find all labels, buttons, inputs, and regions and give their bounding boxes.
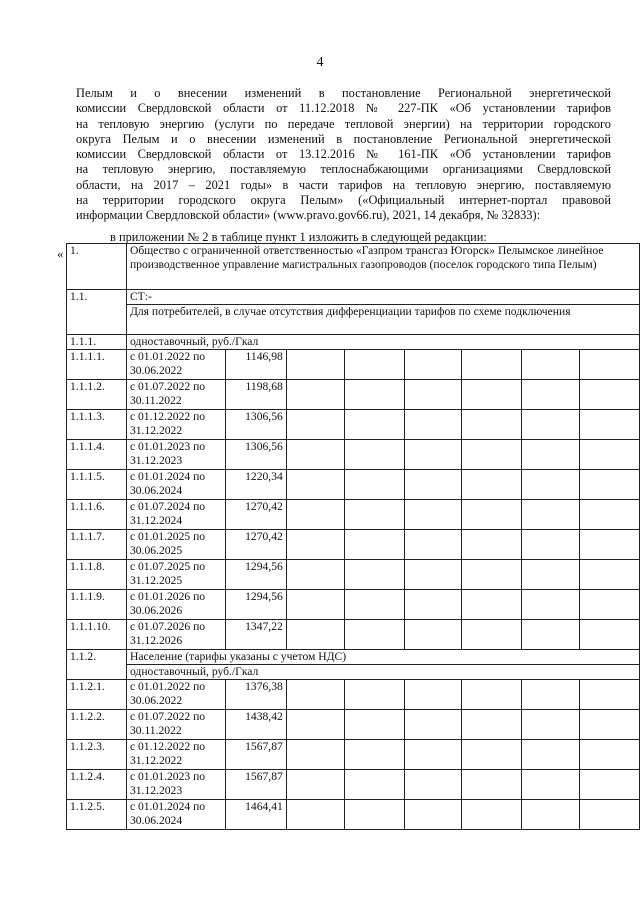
cell-period: с 01.01.2023 по 31.12.2023: [126, 770, 225, 800]
opening-quote: «: [57, 246, 64, 261]
empty-cell: [580, 500, 640, 530]
empty-cell: [404, 710, 462, 740]
empty-cell: [462, 710, 522, 740]
empty-cell: [580, 620, 640, 650]
cell-number: 1.1.1.: [67, 335, 127, 350]
empty-cell: [580, 740, 640, 770]
intro-line: округа Пелым и о внесении изменений в постановление Региональной энергетической: [76, 131, 611, 146]
empty-cell: [462, 590, 522, 620]
cell-period: с 01.07.2022 по 30.11.2022: [126, 380, 225, 410]
cell-number: 1.1.2.4.: [67, 770, 127, 800]
empty-cell: [344, 740, 404, 770]
intro-paragraph: [76, 86, 611, 224]
table-row: [67, 440, 640, 470]
cell-number: 1.1.1.9.: [67, 590, 127, 620]
empty-cell: [462, 770, 522, 800]
empty-cell: [522, 740, 580, 770]
cell-period: с 01.01.2022 по 30.06.2022: [126, 350, 225, 380]
cell-number: 1.1.1.4.: [67, 440, 127, 470]
empty-cell: [404, 680, 462, 710]
empty-cell: [286, 800, 344, 830]
empty-cell: [462, 560, 522, 590]
cell-value: 1376,38: [225, 680, 286, 710]
empty-cell: [286, 470, 344, 500]
cell-number: 1.1.1.8.: [67, 560, 127, 590]
empty-cell: [344, 560, 404, 590]
cell-number: 1.1.2.1.: [67, 680, 127, 710]
empty-cell: [462, 530, 522, 560]
empty-cell: [522, 380, 580, 410]
empty-cell: [286, 770, 344, 800]
empty-cell: [344, 530, 404, 560]
empty-cell: [580, 770, 640, 800]
table-row: [67, 620, 640, 650]
cell-number: 1.1.1.6.: [67, 500, 127, 530]
table-row: [67, 740, 640, 770]
table-row: [67, 305, 640, 335]
empty-cell: [404, 380, 462, 410]
empty-cell: [580, 710, 640, 740]
cell-number: 1.1.1.7.: [67, 530, 127, 560]
empty-cell: [344, 440, 404, 470]
empty-cell: [462, 620, 522, 650]
cell-value: 1306,56: [225, 410, 286, 440]
empty-cell: [522, 470, 580, 500]
empty-cell: [462, 500, 522, 530]
empty-cell: [522, 590, 580, 620]
intro-line: комиссии Свердловской области от 13.12.2016 № 161-ПК «Об установлении тарифов: [76, 147, 611, 162]
cell-number: 1.1.2.2.: [67, 710, 127, 740]
empty-cell: [462, 470, 522, 500]
empty-cell: [522, 770, 580, 800]
intro-line: на тепловую энергию, поставляемую теплоснабжающими организациями Свердловской: [76, 162, 611, 177]
cell-value: 1294,56: [225, 560, 286, 590]
empty-cell: [404, 560, 462, 590]
cell-value: 1270,42: [225, 500, 286, 530]
empty-cell: [344, 620, 404, 650]
cell-period: с 01.01.2024 по 30.06.2024: [126, 800, 225, 830]
empty-cell: [404, 800, 462, 830]
cell-value: 1270,42: [225, 530, 286, 560]
cell-value: 1347,22: [225, 620, 286, 650]
empty-cell: [404, 350, 462, 380]
empty-cell: [286, 740, 344, 770]
empty-cell: [344, 680, 404, 710]
empty-cell: [286, 380, 344, 410]
empty-cell: [404, 440, 462, 470]
cell-period: с 01.07.2024 по 31.12.2024: [126, 500, 225, 530]
empty-cell: [344, 500, 404, 530]
cell-number: 1.1.1.5.: [67, 470, 127, 500]
empty-cell: [286, 620, 344, 650]
table-row: [67, 244, 640, 290]
empty-cell: [462, 380, 522, 410]
cell-value: 1438,42: [225, 710, 286, 740]
table-row: [67, 650, 640, 665]
empty-cell: [580, 590, 640, 620]
cell-number: 1.1.1.1.: [67, 350, 127, 380]
empty-cell: [404, 500, 462, 530]
cell-number: 1.1.1.3.: [67, 410, 127, 440]
empty-cell: [580, 680, 640, 710]
empty-cell: [580, 470, 640, 500]
cell-value: 1567,87: [225, 770, 286, 800]
table-row: [67, 680, 640, 710]
empty-cell: [522, 800, 580, 830]
rate-type-label: одноставочный, руб./Гкал: [126, 665, 639, 680]
empty-cell: [286, 410, 344, 440]
empty-cell: [286, 530, 344, 560]
empty-cell: [286, 440, 344, 470]
empty-cell: [404, 740, 462, 770]
empty-cell: [580, 560, 640, 590]
cell-value: 1464,41: [225, 800, 286, 830]
table-row: [67, 500, 640, 530]
cell-number: 1.1.2.5.: [67, 800, 127, 830]
tariff-table: [66, 243, 640, 830]
cell-value: 1220,34: [225, 470, 286, 500]
table-row: [67, 590, 640, 620]
table-row: [67, 470, 640, 500]
system-label: СТ:-: [126, 290, 639, 305]
organization-name: Общество с ограниченной ответственностью «Газпром трансгаз Югорск» Пелымское линейное производственное управление магистральных газопроводов (поселок городского типа Пелым): [126, 244, 639, 290]
empty-cell: [522, 500, 580, 530]
cell-number: 1.1.2.3.: [67, 740, 127, 770]
cell-period: с 01.12.2022 по 31.12.2022: [126, 740, 225, 770]
intro-line: на тепловую энергию (услуги по передаче тепловой энергии) на территории городского: [76, 116, 611, 131]
table-row: [67, 710, 640, 740]
empty-cell: [404, 530, 462, 560]
amendment-instruction: в приложении № 2 в таблице пункт 1 изложить в следующей редакции:: [110, 230, 487, 244]
empty-cell: [344, 470, 404, 500]
consumers-label: Для потребителей, в случае отсутствия дифференциации тарифов по схеме подключения: [126, 305, 639, 335]
empty-cell: [344, 380, 404, 410]
table-row: [67, 665, 640, 680]
empty-cell: [580, 380, 640, 410]
intro-line: Пелым и о внесении изменений в постановление Региональной энергетической: [76, 86, 611, 100]
cell-number: 1.: [67, 244, 127, 290]
table-row: [67, 380, 640, 410]
empty-cell: [404, 410, 462, 440]
empty-cell: [580, 350, 640, 380]
empty-cell: [344, 800, 404, 830]
empty-cell: [462, 680, 522, 710]
table-row: [67, 800, 640, 830]
empty-cell: [344, 770, 404, 800]
table-row: [67, 530, 640, 560]
intro-line: информации Свердловской области» (www.pravo.gov66.ru), 2021, 14 декабря, № 32833):: [76, 208, 541, 223]
empty-cell: [286, 680, 344, 710]
cell-number: 1.1.: [67, 290, 127, 335]
empty-cell: [522, 410, 580, 440]
table-row: [67, 350, 640, 380]
table-row: [67, 770, 640, 800]
empty-cell: [522, 530, 580, 560]
empty-cell: [344, 590, 404, 620]
table-row: [67, 290, 640, 305]
table-row: [67, 335, 640, 350]
cell-number: 1.1.1.10.: [67, 620, 127, 650]
empty-cell: [286, 500, 344, 530]
empty-cell: [404, 770, 462, 800]
table-row: [67, 560, 640, 590]
empty-cell: [462, 350, 522, 380]
empty-cell: [286, 590, 344, 620]
empty-cell: [522, 440, 580, 470]
empty-cell: [522, 620, 580, 650]
empty-cell: [522, 560, 580, 590]
page-number: 4: [316, 55, 324, 70]
cell-period: с 01.07.2022 по 30.11.2022: [126, 710, 225, 740]
cell-value: 1306,56: [225, 440, 286, 470]
cell-period: с 01.01.2022 по 30.06.2022: [126, 680, 225, 710]
table-row: [67, 410, 640, 440]
empty-cell: [286, 710, 344, 740]
empty-cell: [462, 800, 522, 830]
empty-cell: [580, 410, 640, 440]
empty-cell: [580, 530, 640, 560]
cell-period: с 01.01.2024 по 30.06.2024: [126, 470, 225, 500]
empty-cell: [522, 710, 580, 740]
cell-value: 1567,87: [225, 740, 286, 770]
empty-cell: [404, 620, 462, 650]
empty-cell: [462, 440, 522, 470]
empty-cell: [344, 410, 404, 440]
empty-cell: [462, 740, 522, 770]
intro-line: на территории городского округа Пелым» («Официальный интернет-портал правовой: [76, 193, 611, 208]
cell-value: 1146,98: [225, 350, 286, 380]
empty-cell: [344, 350, 404, 380]
empty-cell: [286, 350, 344, 380]
cell-value: 1294,56: [225, 590, 286, 620]
empty-cell: [404, 470, 462, 500]
empty-cell: [522, 680, 580, 710]
cell-value: 1198,68: [225, 380, 286, 410]
cell-period: с 01.07.2025 по 31.12.2025: [126, 560, 225, 590]
cell-number: 1.1.2.: [67, 650, 127, 680]
cell-period: с 01.12.2022 по 31.12.2022: [126, 410, 225, 440]
cell-period: с 01.01.2025 по 30.06.2025: [126, 530, 225, 560]
population-label: Население (тарифы указаны с учетом НДС): [126, 650, 639, 665]
empty-cell: [580, 440, 640, 470]
cell-period: с 01.01.2026 по 30.06.2026: [126, 590, 225, 620]
empty-cell: [522, 350, 580, 380]
empty-cell: [462, 410, 522, 440]
empty-cell: [404, 590, 462, 620]
intro-line: комиссии Свердловской области от 11.12.2018 № 227-ПК «Об установлении тарифов: [76, 101, 611, 116]
rate-type-label: одноставочный, руб./Гкал: [126, 335, 639, 350]
cell-period: с 01.07.2026 по 31.12.2026: [126, 620, 225, 650]
empty-cell: [286, 560, 344, 590]
empty-cell: [344, 710, 404, 740]
cell-number: 1.1.1.2.: [67, 380, 127, 410]
empty-cell: [580, 800, 640, 830]
intro-line: области, на 2017 – 2021 годы» в части тарифов на тепловую энергию, поставляемую: [76, 177, 611, 192]
cell-period: с 01.01.2023 по 31.12.2023: [126, 440, 225, 470]
